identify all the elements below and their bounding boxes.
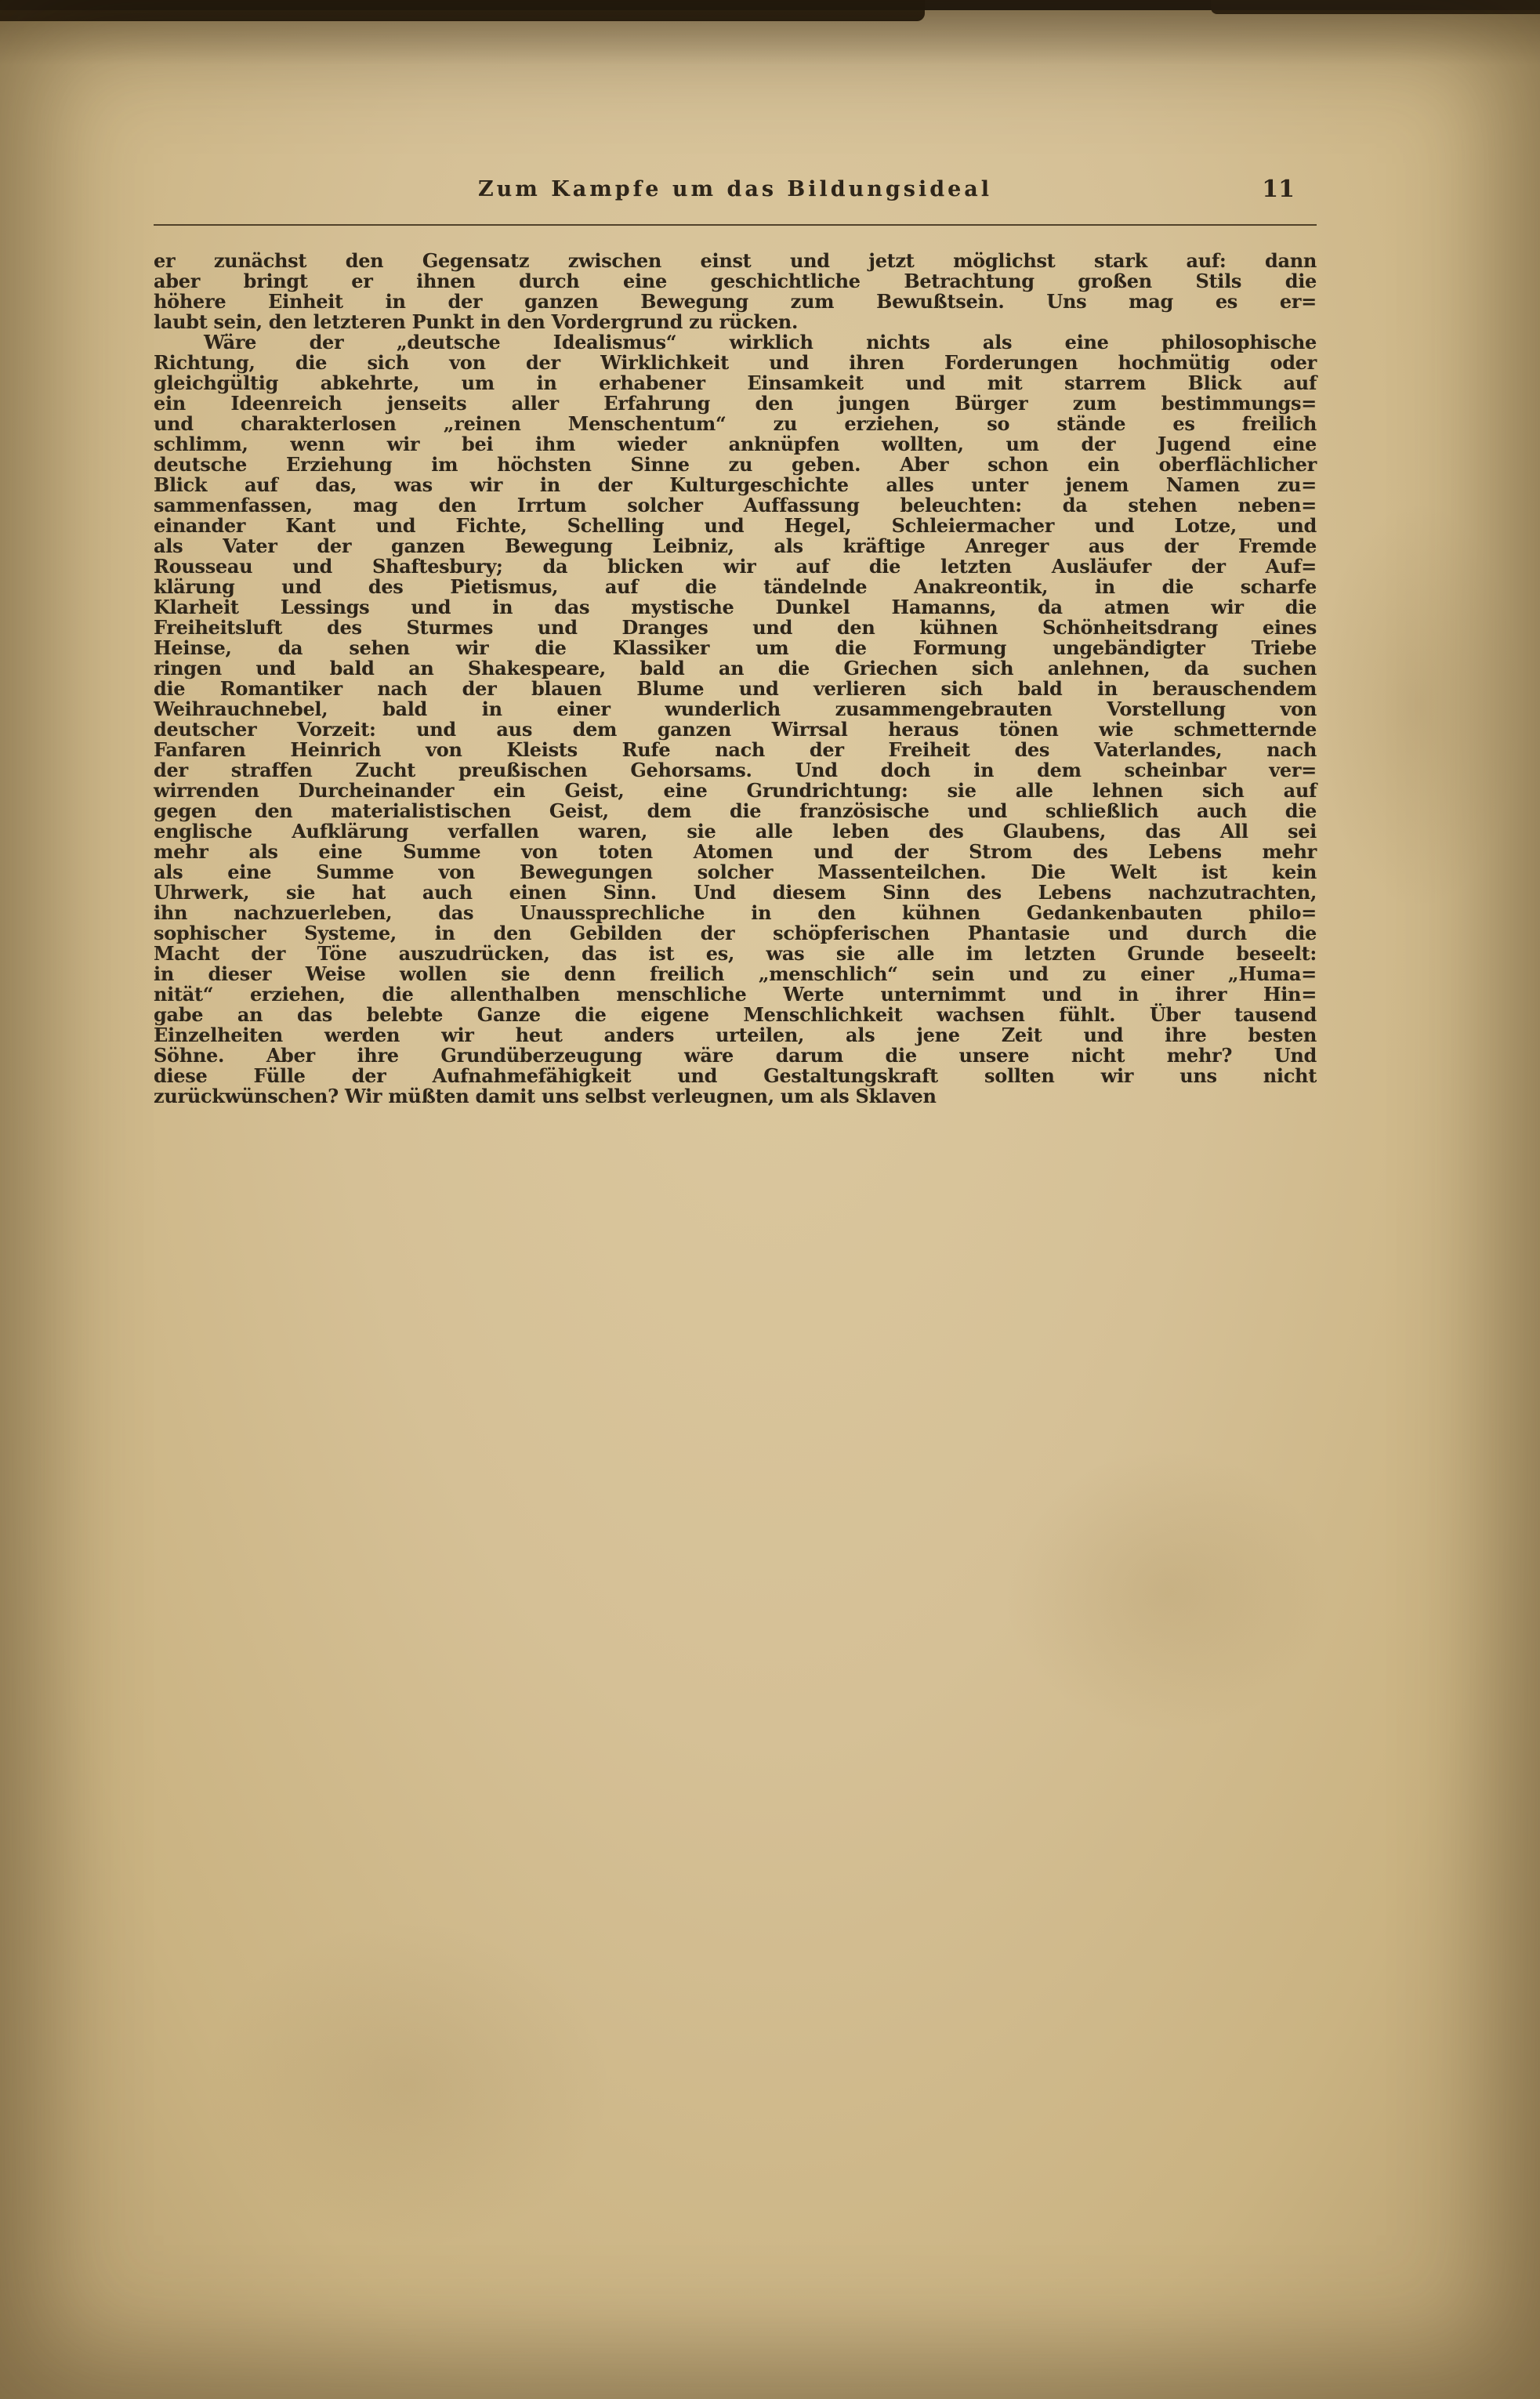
- page-body: [154, 251, 1317, 1107]
- text-line: laubt sein, den letzteren Punkt in den Vordergrund zu rücken.: [154, 310, 798, 333]
- text-line: die Romantiker nach der blauen Blume und verlieren sich bald in berauschendem: [154, 677, 1317, 700]
- text-line: einander Kant und Fichte, Schelling und Hegel, Schleiermacher und Lotze, und: [154, 514, 1317, 537]
- text-line: gleichgültig abkehrte, um in erhabener Einsamkeit und mit starrem Blick auf: [154, 371, 1317, 394]
- text-line: klärung und des Pietismus, auf die tändelnde Anakreontik, in die scharfe: [154, 575, 1317, 598]
- text-line: höhere Einheit in der ganzen Bewegung zum Bewußtsein. Uns mag es er=: [154, 290, 1317, 313]
- text-line: deutsche Erziehung im höchsten Sinne zu geben. Aber schon ein oberflächlicher: [154, 453, 1317, 476]
- text-line: zurückwünschen? Wir müßten damit uns selbst verleugnen, um als Sklaven: [154, 1085, 937, 1107]
- text-line: englische Aufklärung verfallen waren, sie alle leben des Glaubens, das All sei: [154, 820, 1317, 843]
- text-line: mehr als eine Summe von toten Atomen und der Strom des Lebens mehr: [154, 840, 1317, 863]
- text-line: als eine Summe von Bewegungen solcher Massenteilchen. Die Welt ist kein: [154, 861, 1317, 883]
- paper-stain: [1003, 1450, 1332, 1732]
- text-line: ihn nachzuerleben, das Unaussprechliche in den kühnen Gedankenbauten philo=: [154, 901, 1317, 924]
- text-line: schlimm, wenn wir bei ihm wieder anknüpfen wollten, um der Jugend eine: [154, 433, 1317, 455]
- paper-stain: [1317, 502, 1520, 909]
- text-line: Rousseau und Shaftesbury; da blicken wir auf die letzten Ausläufer der Auf=: [154, 555, 1317, 578]
- text-line: als Vater der ganzen Bewegung Leibniz, als kräftige Anreger aus der Fremde: [154, 535, 1317, 557]
- text-line: diese Fülle der Aufnahmefähigkeit und Gestaltungskraft sollten wir uns nicht: [154, 1064, 1317, 1087]
- text-line: in dieser Weise wollen sie denn freilich „menschlich“ sein und zu einer „Huma=: [154, 962, 1317, 985]
- page-header: [154, 177, 1317, 213]
- text-line: Freiheitsluft des Sturmes und Dranges und den kühnen Schönheitsdrang eines: [154, 616, 1317, 639]
- text-line: nität“ erziehen, die allenthalben menschliche Werte unternimmt und in ihrer Hin=: [154, 983, 1317, 1006]
- paper-stain: [204, 1920, 611, 2249]
- text-line: sammenfassen, mag den Irrtum solcher Auffassung beleuchten: da stehen neben=: [154, 494, 1317, 516]
- text-line: Söhne. Aber ihre Grundüberzeugung wäre darum die unsere nicht mehr? Und: [154, 1044, 1317, 1067]
- text-line: wirrenden Durcheinander ein Geist, eine Grundrichtung: sie alle lehnen sich auf: [154, 779, 1317, 802]
- text-line: Uhrwerk, sie hat auch einen Sinn. Und diesem Sinn des Lebens nachzutrachten,: [154, 881, 1317, 904]
- text-line: aber bringt er ihnen durch eine geschichtliche Betrachtung großen Stils die: [154, 270, 1317, 292]
- running-head-title: Zum Kampfe um das Bildungsideal: [477, 177, 993, 201]
- text-line: sophischer Systeme, in den Gebilden der schöpferischen Phantasie und durch die: [154, 922, 1317, 944]
- text-line: Blick auf das, was wir in der Kulturgeschichte alles unter jenem Namen zu=: [154, 473, 1317, 496]
- text-line: und charakterlosen „reinen Menschentum“ zu erziehen, so stände es freilich: [154, 412, 1317, 435]
- header-rule: [154, 224, 1317, 226]
- text-line: er zunächst den Gegensatz zwischen einst und jetzt möglichst stark auf: dann: [154, 249, 1317, 272]
- text-line: der straffen Zucht preußischen Gehorsams. Und doch in dem scheinbar ver=: [154, 759, 1317, 781]
- text-line: Richtung, die sich von der Wirklichkeit und ihren Forderungen hochmütig oder: [154, 351, 1317, 374]
- text-line: Einzelheiten werden wir heut anders urteilen, als jene Zeit und ihre besten: [154, 1024, 1317, 1046]
- text-line: Klarheit Lessings und in das mystische Dunkel Hamanns, da atmen wir die: [154, 596, 1317, 618]
- text-line: Heinse, da sehen wir die Klassiker um die Formung ungebändigter Triebe: [154, 636, 1317, 659]
- text-line: gegen den materialistischen Geist, dem die französische und schließlich auch die: [154, 799, 1317, 822]
- text-line: ein Ideenreich jenseits aller Erfahrung den jungen Bürger zum bestimmungs=: [154, 392, 1317, 415]
- text-line: deutscher Vorzeit: und aus dem ganzen Wirrsal heraus tönen wie schmetternde: [154, 718, 1317, 741]
- text-line: Fanfaren Heinrich von Kleists Rufe nach der Freiheit des Vaterlandes, nach: [154, 738, 1317, 761]
- page-number: 11: [1262, 176, 1295, 203]
- text-line: Macht der Töne auszudrücken, das ist es, was sie alle im letzten Grunde beseelt:: [154, 942, 1317, 965]
- page-edge-shadow: [0, 10, 1540, 65]
- text-line: Weihrauchnebel, bald in einer wunderlich zusammengebrauten Vorstellung von: [154, 698, 1317, 720]
- text-line: ringen und bald an Shakespeare, bald an die Griechen sich anlehnen, da suchen: [154, 657, 1317, 679]
- text-line: gabe an das belebte Ganze die eigene Menschlichkeit wachsen fühlt. Über tausend: [154, 1003, 1317, 1026]
- text-line: Wäre der „deutsche Idealismus“ wirklich nichts als eine philosophische: [204, 331, 1317, 353]
